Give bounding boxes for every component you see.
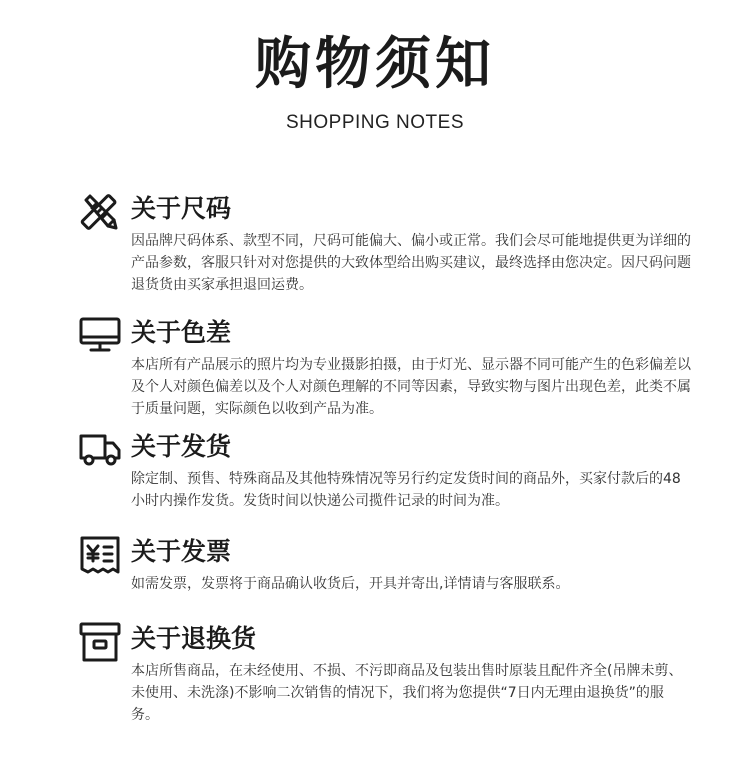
ruler-pencil-icon: [78, 190, 122, 234]
monitor-icon: [78, 314, 122, 358]
page-header: [0, 30, 750, 134]
section-heading: 关于退换货: [131, 624, 257, 653]
delivery-truck-icon: [78, 428, 122, 472]
section-heading: 关于色差: [131, 318, 232, 347]
receipt-icon: [78, 533, 122, 577]
section-heading: 关于发货: [131, 432, 232, 461]
page-subtitle: SHOPPING NOTES: [285, 112, 465, 133]
section-body: 因品牌尺码体系、款型不同，尺码可能偏大、偏小或正常。我们会尽可能地提供更为详细的产品参数，客服只针对对您提供的大致体型给出购买建议，最终选择由您决定。因尺码问题退货货由买家承担退回运费。: [131, 233, 691, 293]
section-body: 本店所售商品，在未经使用、不损、不污即商品及包装出售时原装且配件齐全(吊牌未剪、未使用、未洗涤)不影响二次销售的情况下，我们将为您提供“7日内无理由退换货”的服务。: [131, 663, 683, 723]
section-heading: 关于发票: [131, 537, 232, 566]
section-body: 如需发票，发票将于商品确认收货后，开具并寄出,详情请与客服联系。: [131, 576, 570, 592]
page-title: 购物须知: [255, 32, 495, 97]
section-body: 除定制、预售、特殊商品及其他特殊情况等另行约定发货时间的商品外，买家付款后的48小时内操作发货。发货时间以快递公司揽件记录的时间为准。: [131, 471, 681, 509]
section-body: 本店所有产品展示的照片均为专业摄影拍摄，由于灯光、显示器不同可能产生的色彩偏差以及个人对颜色偏差以及个人对颜色理解的不同等因素，导致实物与图片出现色差，此类不属于质量问题，实际颜色以收到产品为准。: [131, 357, 691, 417]
section-heading: 关于尺码: [131, 194, 232, 223]
storage-box-icon: [78, 620, 122, 664]
